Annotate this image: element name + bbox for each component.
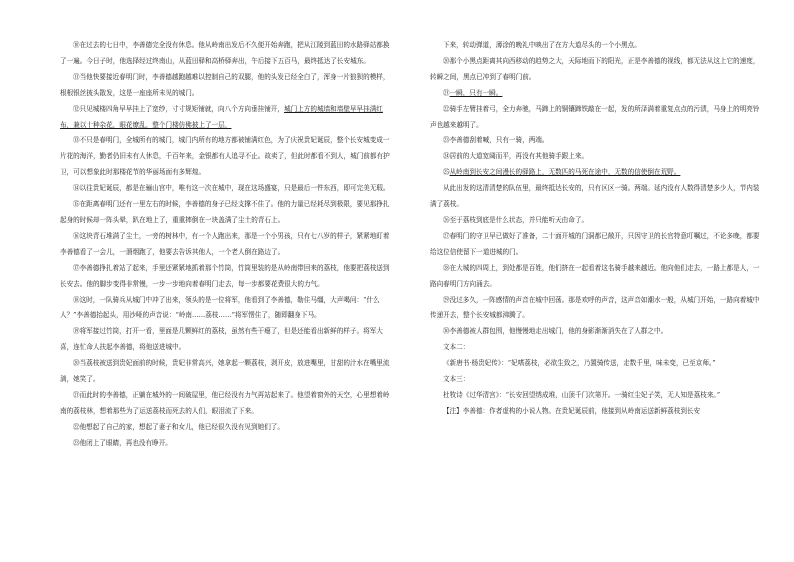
underlined-text: 一瞬，只有一瞬。 [449,88,503,97]
paragraph-text: ㉚李善德被人群包围，他慢慢地走出城门，他的身影渐渐消失在了人群之中。 [443,327,668,336]
left-paragraph [60,70,390,102]
paragraph-text: 《新唐书·杨贵妃传》：“妃嗜荔枝，必欲生致之，乃置骑传送，走数千里，味未变，已至京师。” [443,359,716,368]
underlined-text: 城门上方的城墙和墙壁早早挂满红布，兼以十种杂花，眼花缭乱，整个门楼仿佛披上了一层， [60,104,383,129]
right-paragraph [430,38,760,54]
paragraph-text: 杜牧诗《过华清宫》：“长安回望绣成堆，山顶千门次第开。一骑红尘妃子笑，无人知是荔枝来。” [443,390,721,399]
paragraph-text: ㉔居前的大道宽阔而平，再没有其他骑手跟上来。 [443,152,589,161]
paragraph-text: ㉑而此时的李善德，正躺在城外的一间破屋里，他已经没有力气再站起来了。他望着窗外的天空，心里想着岭南的荔枝林，想着那些为了运送荔枝而死去的人们，眼泪流了下来。 [60,390,390,415]
left-column [60,38,390,452]
left-paragraph [60,133,390,181]
paragraph-text: ⑱这时，一队骑兵从城门中冲了出来，领头的是一位将军，他看到了李善德，勒住马缰，大声喝问：“什么人？”李善德抬起头，用沙哑的声音说：“岭南……荔枝……”将军愣住了，随即翻身下马。 [60,295,380,320]
paragraph-text: ⑰李善德挣扎着站了起来，手里还紧紧地抓着那个竹筒，竹筒里装的是从岭南带回来的荔枝，他要把荔枝送到长安去。他的脚步变得非常慢，一步一步地向着春明门走去，每一步都要花费很大的力气。 [60,263,390,288]
right-paragraph [430,181,760,213]
paragraph-text: 【注】李善德：作者虚构的小说人物。在贵妃诞辰前，他接到从岭南运送新鲜荔枝到长安 [443,406,701,415]
paragraph-text: ⑬不只是春明门，全城所有的城门，城门内所有的地方都被铺满红色，为了庆祝贵妃诞辰，整个长安城变成一片花的海洋，勤者仍旧未有人休息，千百年来，金银都有人追寻不止。故卖了，但此时都看不到人，城门前都有护卫，可以想象此时那楼花节的华丽场面有多辉煌。 [60,136,390,177]
right-paragraph [430,149,760,165]
left-paragraph [60,293,390,325]
right-paragraph [430,388,760,404]
paragraph-text: ㉖至于荔枝到底是什么状态，并只能听天由命了。 [443,215,589,224]
paragraph-text: ⑪当他快要接近春明门时，李善德越跑越难以控制自己的双腿，他的头发已经全白了，浑身一片狼狈的模样，根根银丝披头散发，这是一座座所未见的城门。 [60,72,390,97]
paragraph-text: ㉕ [443,168,450,177]
right-paragraph [430,324,760,340]
right-paragraph [430,372,760,388]
left-paragraph [60,356,390,388]
right-paragraph [430,86,760,102]
paragraph-text: ㉗春明门的守卫早已做好了准备，二十面开城的门洞都已敞开，只因守卫的长官特意叮嘱过，不论多晚，都要给这位信使留下一道进城的门。 [430,231,760,256]
left-paragraph [60,420,390,436]
right-paragraph [430,229,760,261]
paragraph-text: ⑭以往贵妃诞辰，都是在骊山宫中，唯有这一次在城中，现在这场盛宴，只是最后一件东西，即可完美无瑕。 [73,184,390,193]
paragraph-text: ⑳当荔枝被送到贵妃面前的时候，贵妃非常高兴，她拿起一颗荔枝，剥开皮，放进嘴里，甘甜的汁水在嘴里流淌，她笑了。 [60,359,390,384]
left-paragraph [60,102,390,134]
right-paragraph [430,54,760,86]
paragraph-text: ⑯这块青石堆满了尘土，一旁的树林中，有一个人跑出来，那是一个小男孩，只有七八岁的样子，紧紧地盯着李善德看了一会儿，一溜烟跑了，他要去告诉其他人，一个老人倒在路边了。 [60,231,390,256]
paragraph-text: ㉒他想起了自己的家，想起了妻子和女儿，他已经很久没有见到她们了。 [73,422,284,431]
right-paragraph [430,213,760,229]
paragraph-text: ㉓李善德刮着喊，只有一骑，两端。 [443,136,549,145]
right-column [430,38,760,420]
right-paragraph [430,356,760,372]
left-paragraph [60,229,390,261]
right-paragraph [430,133,760,149]
paragraph-text: ⑮在距离春明门还有一里左右的时候，李善德的身子已经支撑不住了。他的力量已经耗尽到极限，要见那挣扎起身的时候却一阵头晕，趴在地上了，重重摔倒在一块盖满了尘土的青石上。 [60,200,390,224]
right-paragraph [430,102,760,134]
left-paragraph [60,181,390,197]
right-paragraph [430,404,760,420]
paragraph-text: ㉑ [443,88,450,97]
right-paragraph [430,165,760,181]
right-paragraph [430,293,760,325]
left-paragraph [60,436,390,452]
paragraph-text: ㉘在大城的四周上，到处都是百姓，他们挤在一起看着这名骑手越来越近。他向他们走去，一路上都是人，一路向春明门方向涌去。 [430,263,760,288]
paragraph-text: 从此出发的这清清楚的队伍里，最终抵达长安的，只有区区一骑。两端。延内没有人数得清楚多少人，节内装满了荔枝。 [430,184,760,209]
left-paragraph [60,38,390,70]
paragraph-text: ⑩在过去的七日中，李善德完全没有休息。他从岭南出发后不久便开始奔跑，把从江陵到蓝田的水路驿站都换了一遍。今日子时，他选择经过终南山，从蓝田驿和高桥驿奔出，午后接下五百马，最终抵达了长安城东。 [60,41,390,65]
left-paragraph [60,261,390,293]
paragraph-text: ⑫只见城楼四角早早挂上了宽纱，寸寸规矩铺就，向八个方向垂挂铺开， [73,104,284,113]
left-paragraph [60,197,390,229]
paragraph-text: ㉙没过多久，一阵感情的声音在城中回荡。那是欢呼的声音，这声音如潮水一般，从城门开始，一路向着城中传递开去，整个长安城都沸腾了。 [430,295,760,320]
paragraph-text: ⑳那个小黑点距离其向西移动的趋势之大，天际地而下的阳光，正是李善德的视线，都无法从这上它的速度，转瞬之间，黑点已冲到了春明门前。 [430,56,760,81]
paragraph-text: 文本二： [443,343,470,352]
paragraph-text: ㉒骑手左臂挂着弓，全力奔驰，马蹄上的铜镶蹄铁敲在一起，发的所泽满着重复点点的污渍，马身上的明亮铃声也越来越明了。 [430,104,760,129]
underlined-text: 从岭南到长安之间漫长的驿路上，无数匹的马死在途中，无数的信使倒在荒野。 [449,168,681,177]
right-paragraph [430,261,760,293]
paragraph-text: ㉓他闭上了眼睛，再也没有睁开。 [73,438,172,447]
paragraph-text: 下来，转动弹道，薄涂的晚礼中映出了在方大道尽头的一个小黑点。 [443,41,641,49]
right-paragraph [430,340,760,356]
paragraph-text: 文本三： [443,375,470,384]
left-paragraph [60,388,390,420]
left-paragraph [60,324,390,356]
paragraph-text: ⑲将军接过竹筒，打开一看，里面是几颗鲜红的荔枝，虽然有些干瘪了，但是还能看出新鲜的样子。将军大喜，连忙命人扶起李善德，将他送进城中。 [60,327,383,352]
